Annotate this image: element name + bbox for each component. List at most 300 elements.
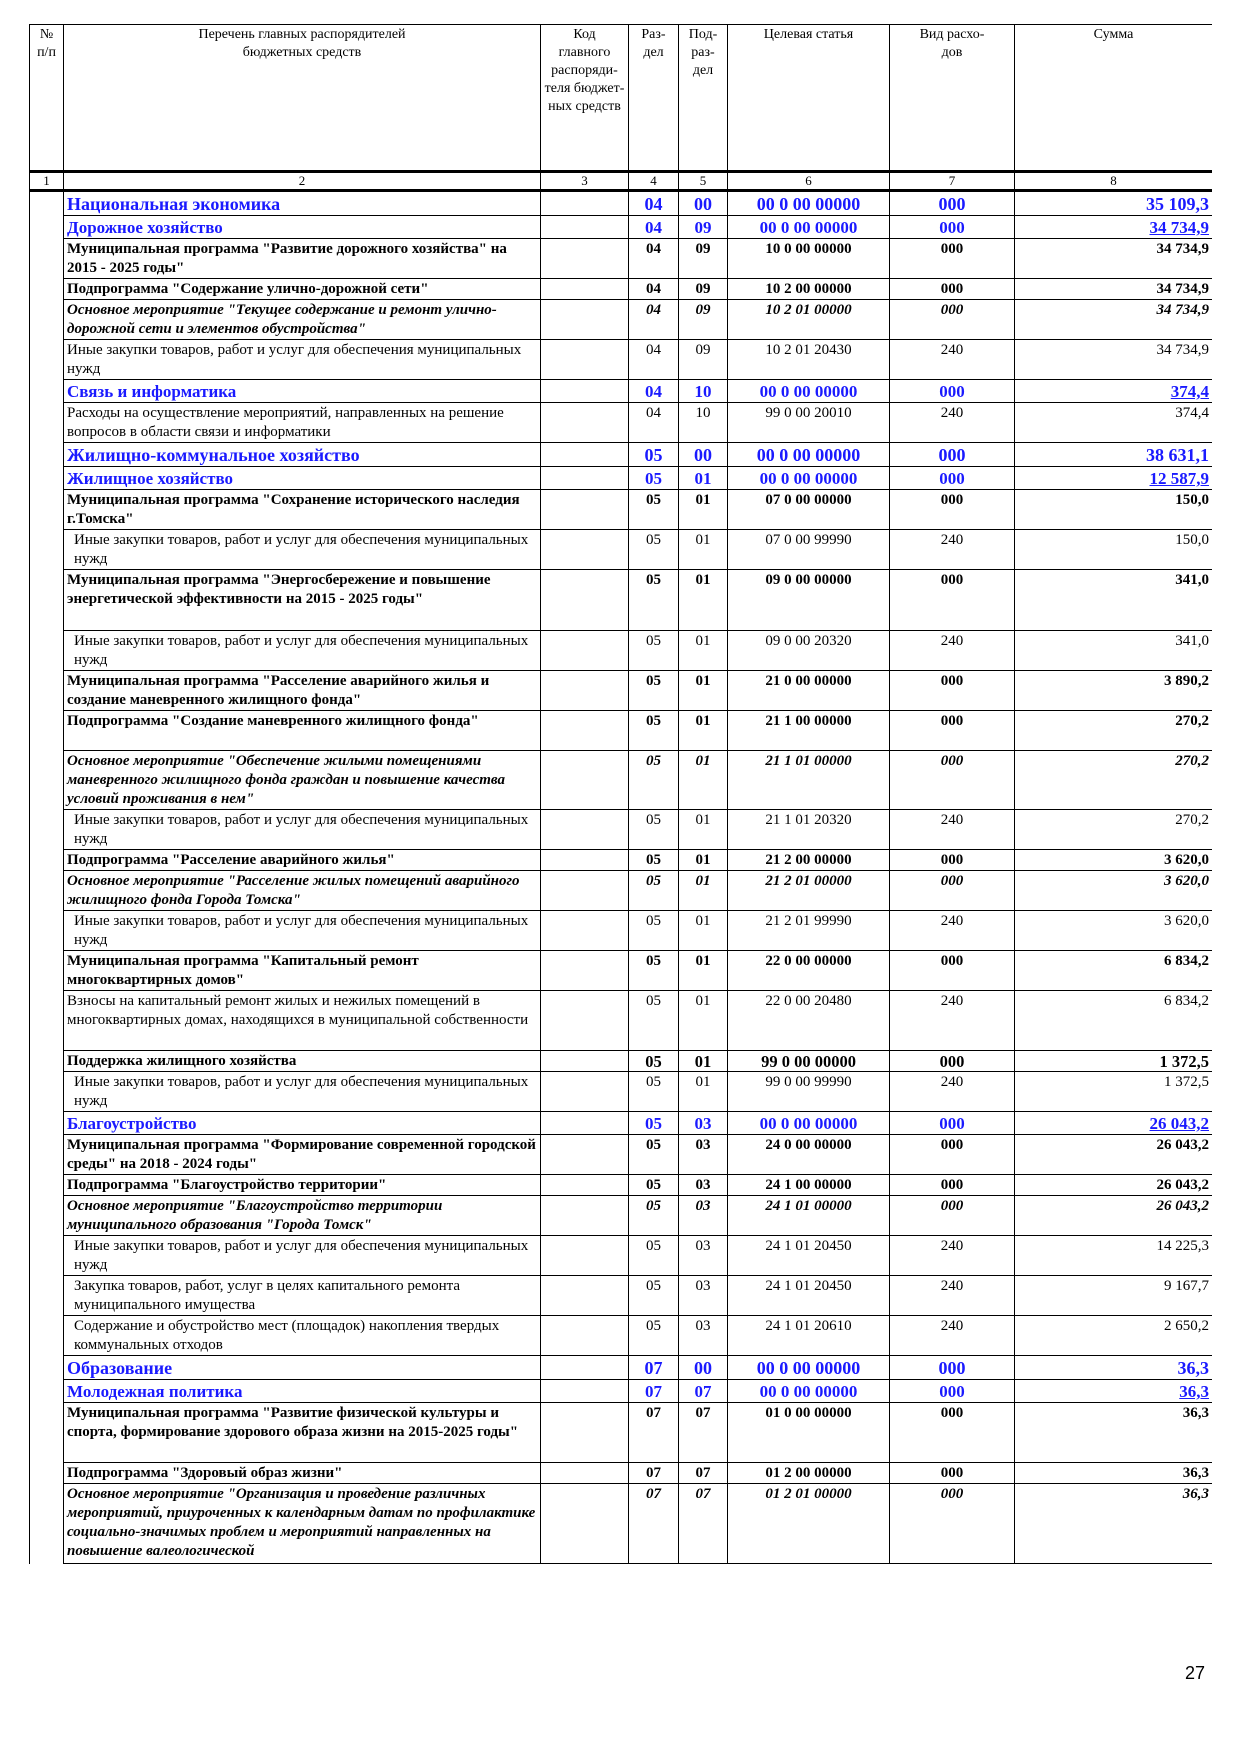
row-subsection: 07 — [679, 1380, 728, 1403]
row-section: 05 — [629, 467, 679, 490]
row-code — [541, 871, 629, 911]
row-sum: 14 225,3 — [1015, 1236, 1213, 1276]
row-name: Подпрограмма "Здоровый образ жизни" — [64, 1463, 541, 1484]
row-code — [541, 1356, 629, 1380]
row-sum: 34 734,9 — [1015, 279, 1213, 300]
row-sum: 374,4 — [1015, 403, 1213, 443]
row-type: 240 — [890, 1072, 1015, 1112]
row-target: 21 1 01 20320 — [728, 810, 890, 850]
table-row — [30, 380, 1213, 403]
row-target: 07 0 00 99990 — [728, 530, 890, 570]
row-name: Муниципальная программа "Формирование современной городской среды" на 2018 - 2024 годы" — [64, 1135, 541, 1175]
row-code — [541, 751, 629, 810]
row-sum: 341,0 — [1015, 570, 1213, 631]
row-subsection: 09 — [679, 216, 728, 239]
table-row — [30, 1403, 1213, 1463]
row-sum: 36,3 — [1015, 1463, 1213, 1484]
row-section: 05 — [629, 850, 679, 871]
row-sum: 36,3 — [1015, 1356, 1213, 1380]
budget-sheet — [29, 24, 1212, 1706]
row-subsection: 03 — [679, 1236, 728, 1276]
row-target: 24 1 01 00000 — [728, 1196, 890, 1236]
row-name: Поддержка жилищного хозяйства — [64, 1051, 541, 1072]
row-sum: 34 734,9 — [1015, 216, 1213, 239]
row-target: 00 0 00 00000 — [728, 380, 890, 403]
row-name: Иные закупки товаров, работ и услуг для обеспечения муниципальных нужд — [64, 530, 541, 570]
row-name: Молодежная политика — [64, 1380, 541, 1403]
row-target: 24 0 00 00000 — [728, 1135, 890, 1175]
header-expense-type: Вид расхо- дов — [890, 25, 1015, 172]
row-target: 01 2 01 00000 — [728, 1484, 890, 1564]
row-code — [541, 810, 629, 850]
row-code — [541, 340, 629, 380]
row-type: 240 — [890, 403, 1015, 443]
table-row — [30, 951, 1213, 991]
budget-table — [29, 24, 1212, 1564]
row-name: Взносы на капитальный ремонт жилых и нежилых помещений в многоквартирных домах, находящихся в муниципальной собственности — [64, 991, 541, 1051]
row-sum: 374,4 — [1015, 380, 1213, 403]
row-name: Иные закупки товаров, работ и услуг для обеспечения муниципальных нужд — [64, 340, 541, 380]
table-row — [30, 340, 1213, 380]
row-code — [541, 631, 629, 671]
table-row — [30, 300, 1213, 340]
table-row — [30, 279, 1213, 300]
row-section: 07 — [629, 1463, 679, 1484]
row-target: 09 0 00 20320 — [728, 631, 890, 671]
row-type: 240 — [890, 810, 1015, 850]
row-target: 07 0 00 00000 — [728, 490, 890, 530]
row-type: 000 — [890, 751, 1015, 810]
row-name: Иные закупки товаров, работ и услуг для обеспечения муниципальных нужд — [64, 810, 541, 850]
row-target: 10 2 00 00000 — [728, 279, 890, 300]
row-sum: 1 372,5 — [1015, 1051, 1213, 1072]
row-subsection: 03 — [679, 1276, 728, 1316]
row-code — [541, 403, 629, 443]
row-sum: 1 372,5 — [1015, 1072, 1213, 1112]
header-num: № п/п — [30, 25, 64, 172]
row-sum: 26 043,2 — [1015, 1175, 1213, 1196]
row-type: 240 — [890, 340, 1015, 380]
row-target: 99 0 00 00000 — [728, 1051, 890, 1072]
row-target: 01 0 00 00000 — [728, 1403, 890, 1463]
row-target: 24 1 01 20450 — [728, 1236, 890, 1276]
row-type: 000 — [890, 1051, 1015, 1072]
table-row — [30, 810, 1213, 850]
row-section: 05 — [629, 1051, 679, 1072]
row-section: 05 — [629, 443, 679, 467]
row-name: Дорожное хозяйство — [64, 216, 541, 239]
row-target: 09 0 00 00000 — [728, 570, 890, 631]
row-type: 000 — [890, 1135, 1015, 1175]
row-name: Расходы на осуществление мероприятий, направленных на решение вопросов в области связи и информатики — [64, 403, 541, 443]
row-subsection: 03 — [679, 1175, 728, 1196]
column-number: 7 — [890, 172, 1015, 191]
row-code — [541, 443, 629, 467]
row-subsection: 00 — [679, 443, 728, 467]
row-type: 000 — [890, 871, 1015, 911]
row-section: 07 — [629, 1356, 679, 1380]
row-sum: 38 631,1 — [1015, 443, 1213, 467]
row-name: Иные закупки товаров, работ и услуг для обеспечения муниципальных нужд — [64, 631, 541, 671]
row-code — [541, 300, 629, 340]
row-type: 000 — [890, 850, 1015, 871]
row-subsection: 10 — [679, 403, 728, 443]
row-code — [541, 1175, 629, 1196]
row-section: 05 — [629, 951, 679, 991]
row-sum: 9 167,7 — [1015, 1276, 1213, 1316]
row-type: 000 — [890, 490, 1015, 530]
row-subsection: 07 — [679, 1463, 728, 1484]
column-number: 6 — [728, 172, 890, 191]
row-code — [541, 239, 629, 279]
row-name: Иные закупки товаров, работ и услуг для обеспечения муниципальных нужд — [64, 1072, 541, 1112]
row-code — [541, 191, 629, 216]
row-section: 05 — [629, 1135, 679, 1175]
row-type: 000 — [890, 380, 1015, 403]
row-code — [541, 216, 629, 239]
table-row — [30, 1316, 1213, 1356]
row-sum: 36,3 — [1015, 1403, 1213, 1463]
row-section: 05 — [629, 570, 679, 631]
row-sum: 34 734,9 — [1015, 239, 1213, 279]
row-subsection: 09 — [679, 340, 728, 380]
row-target: 10 2 01 00000 — [728, 300, 890, 340]
table-row — [30, 1484, 1213, 1564]
table-row — [30, 443, 1213, 467]
row-type: 000 — [890, 1175, 1015, 1196]
row-subsection: 01 — [679, 751, 728, 810]
header-subsection: Под- раз- дел — [679, 25, 728, 172]
row-name: Иные закупки товаров, работ и услуг для обеспечения муниципальных нужд — [64, 1236, 541, 1276]
row-subsection: 01 — [679, 850, 728, 871]
row-type: 000 — [890, 279, 1015, 300]
table-row — [30, 671, 1213, 711]
column-number: 5 — [679, 172, 728, 191]
row-name: Подпрограмма "Расселение аварийного жилья" — [64, 850, 541, 871]
row-target: 21 2 01 99990 — [728, 911, 890, 951]
row-name: Основное мероприятие "Расселение жилых помещений аварийного жилищного фонда Города Томска" — [64, 871, 541, 911]
row-type: 240 — [890, 911, 1015, 951]
row-code — [541, 530, 629, 570]
row-type: 000 — [890, 1356, 1015, 1380]
row-target: 00 0 00 00000 — [728, 191, 890, 216]
row-section: 04 — [629, 216, 679, 239]
row-subsection: 09 — [679, 279, 728, 300]
table-row — [30, 1276, 1213, 1316]
table-row — [30, 991, 1213, 1051]
row-type: 000 — [890, 191, 1015, 216]
row-target: 24 1 01 20610 — [728, 1316, 890, 1356]
row-name: Основное мероприятие "Обеспечение жилыми помещениями маневренного жилищного фонда граждан и повышение качества условий проживания в нем" — [64, 751, 541, 810]
row-code — [541, 1403, 629, 1463]
row-sum: 3 890,2 — [1015, 671, 1213, 711]
row-subsection: 01 — [679, 991, 728, 1051]
row-sum: 3 620,0 — [1015, 911, 1213, 951]
header-name: Перечень главных распорядителей бюджетных средств — [64, 25, 541, 172]
row-subsection: 01 — [679, 671, 728, 711]
row-section: 05 — [629, 530, 679, 570]
row-sum: 26 043,2 — [1015, 1135, 1213, 1175]
column-number: 4 — [629, 172, 679, 191]
row-name: Закупка товаров, работ, услуг в целях капитального ремонта муниципального имущества — [64, 1276, 541, 1316]
row-code — [541, 279, 629, 300]
row-type: 240 — [890, 1276, 1015, 1316]
row-subsection: 01 — [679, 570, 728, 631]
row-name: Муниципальная программа "Сохранение исторического наследия г.Томска" — [64, 490, 541, 530]
row-subsection: 01 — [679, 1051, 728, 1072]
table-row — [30, 751, 1213, 810]
row-code — [541, 380, 629, 403]
table-row — [30, 1356, 1213, 1380]
row-type: 000 — [890, 711, 1015, 751]
row-section: 05 — [629, 711, 679, 751]
row-subsection: 07 — [679, 1484, 728, 1564]
row-name: Подпрограмма "Содержание улично-дорожной сети" — [64, 279, 541, 300]
table-row — [30, 1135, 1213, 1175]
row-subsection: 10 — [679, 380, 728, 403]
page-number: 27 — [1185, 1663, 1206, 1683]
row-target: 21 1 01 00000 — [728, 751, 890, 810]
table-row — [30, 191, 1213, 216]
row-sum: 6 834,2 — [1015, 951, 1213, 991]
table-row — [30, 1072, 1213, 1112]
row-section: 05 — [629, 810, 679, 850]
row-code — [541, 1463, 629, 1484]
row-subsection: 01 — [679, 871, 728, 911]
table-row — [30, 570, 1213, 631]
row-section: 05 — [629, 1316, 679, 1356]
row-type: 000 — [890, 1463, 1015, 1484]
row-code — [541, 1135, 629, 1175]
row-subsection: 01 — [679, 467, 728, 490]
table-row — [30, 850, 1213, 871]
table-row — [30, 239, 1213, 279]
table-row — [30, 1196, 1213, 1236]
table-row — [30, 403, 1213, 443]
row-subsection: 00 — [679, 191, 728, 216]
row-section: 05 — [629, 991, 679, 1051]
row-sum: 26 043,2 — [1015, 1196, 1213, 1236]
column-number-row — [30, 172, 1213, 191]
row-code — [541, 911, 629, 951]
row-name: Содержание и обустройство мест (площадок) накопления твердых коммунальных отходов — [64, 1316, 541, 1356]
row-subsection: 01 — [679, 631, 728, 671]
row-sum: 3 620,0 — [1015, 871, 1213, 911]
column-number: 8 — [1015, 172, 1213, 191]
row-type: 240 — [890, 1316, 1015, 1356]
row-section: 05 — [629, 1175, 679, 1196]
column-number: 1 — [30, 172, 64, 191]
row-type: 000 — [890, 951, 1015, 991]
row-code — [541, 1196, 629, 1236]
column-number: 2 — [64, 172, 541, 191]
row-subsection: 03 — [679, 1316, 728, 1356]
row-name: Благоустройство — [64, 1112, 541, 1135]
row-subsection: 01 — [679, 1072, 728, 1112]
table-row — [30, 911, 1213, 951]
row-code — [541, 490, 629, 530]
row-sum: 270,2 — [1015, 751, 1213, 810]
row-section: 04 — [629, 239, 679, 279]
row-name: Муниципальная программа "Развитие физической культуры и спорта, формирование здорового образа жизни на 2015-2025 годы" — [64, 1403, 541, 1463]
header-sum: Сумма — [1015, 25, 1213, 172]
row-section: 05 — [629, 1236, 679, 1276]
row-section: 07 — [629, 1403, 679, 1463]
row-code — [541, 1072, 629, 1112]
table-row — [30, 631, 1213, 671]
row-code — [541, 671, 629, 711]
row-target: 00 0 00 00000 — [728, 1112, 890, 1135]
row-type: 000 — [890, 671, 1015, 711]
row-sum: 36,3 — [1015, 1484, 1213, 1564]
table-row — [30, 216, 1213, 239]
row-type: 000 — [890, 216, 1015, 239]
row-subsection: 07 — [679, 1403, 728, 1463]
row-target: 00 0 00 00000 — [728, 216, 890, 239]
row-subsection: 01 — [679, 951, 728, 991]
row-type: 240 — [890, 530, 1015, 570]
row-code — [541, 1112, 629, 1135]
table-row — [30, 711, 1213, 751]
row-type: 240 — [890, 631, 1015, 671]
row-name: Подпрограмма "Благоустройство территории" — [64, 1175, 541, 1196]
row-section: 05 — [629, 751, 679, 810]
row-target: 10 2 01 20430 — [728, 340, 890, 380]
row-code — [541, 467, 629, 490]
table-row — [30, 1175, 1213, 1196]
row-type: 240 — [890, 1236, 1015, 1276]
row-sum: 2 650,2 — [1015, 1316, 1213, 1356]
row-name: Связь и информатика — [64, 380, 541, 403]
row-target: 22 0 00 00000 — [728, 951, 890, 991]
row-code — [541, 1380, 629, 1403]
row-name: Иные закупки товаров, работ и услуг для обеспечения муниципальных нужд — [64, 911, 541, 951]
row-name: Муниципальная программа "Развитие дорожного хозяйства" на 2015 - 2025 годы" — [64, 239, 541, 279]
row-target: 99 0 00 20010 — [728, 403, 890, 443]
row-sum: 34 734,9 — [1015, 340, 1213, 380]
row-target: 21 0 00 00000 — [728, 671, 890, 711]
row-target: 21 2 01 00000 — [728, 871, 890, 911]
row-section: 05 — [629, 1072, 679, 1112]
row-code — [541, 1236, 629, 1276]
row-type: 000 — [890, 1380, 1015, 1403]
row-target: 00 0 00 00000 — [728, 467, 890, 490]
table-row — [30, 467, 1213, 490]
row-sum: 36,3 — [1015, 1380, 1213, 1403]
row-type: 000 — [890, 1403, 1015, 1463]
row-name: Основное мероприятие "Организация и проведение различных мероприятий, приуроченных к календарным датам по профилактике социально-значимых проблем и мероприятий направленных на повышение валеологической — [64, 1484, 541, 1564]
row-target: 00 0 00 00000 — [728, 1356, 890, 1380]
row-subsection: 01 — [679, 530, 728, 570]
row-name: Муниципальная программа "Расселение аварийного жилья и создание маневренного жилищного фонда" — [64, 671, 541, 711]
row-sum: 12 587,9 — [1015, 467, 1213, 490]
row-code — [541, 850, 629, 871]
row-code — [541, 711, 629, 751]
row-section: 05 — [629, 1276, 679, 1316]
row-type: 000 — [890, 239, 1015, 279]
table-row — [30, 1112, 1213, 1135]
row-code — [541, 951, 629, 991]
row-target: 99 0 00 99990 — [728, 1072, 890, 1112]
row-subsection: 00 — [679, 1356, 728, 1380]
header-row — [30, 25, 1213, 172]
row-section: 04 — [629, 279, 679, 300]
column-number: 3 — [541, 172, 629, 191]
row-sum: 34 734,9 — [1015, 300, 1213, 340]
row-section: 04 — [629, 191, 679, 216]
row-type: 000 — [890, 443, 1015, 467]
row-target: 22 0 00 20480 — [728, 991, 890, 1051]
row-type: 000 — [890, 1484, 1015, 1564]
row-section: 07 — [629, 1380, 679, 1403]
row-subsection: 01 — [679, 810, 728, 850]
row-section: 04 — [629, 300, 679, 340]
row-code — [541, 1316, 629, 1356]
row-sum: 341,0 — [1015, 631, 1213, 671]
row-code — [541, 991, 629, 1051]
row-code — [541, 1276, 629, 1316]
table-row — [30, 1380, 1213, 1403]
row-name: Основное мероприятие "Текущее содержание и ремонт улично-дорожной сети и элементов обустройства" — [64, 300, 541, 340]
row-section: 05 — [629, 671, 679, 711]
row-section: 05 — [629, 871, 679, 911]
row-target: 21 2 00 00000 — [728, 850, 890, 871]
row-subsection: 09 — [679, 300, 728, 340]
row-subsection: 03 — [679, 1112, 728, 1135]
row-name: Образование — [64, 1356, 541, 1380]
row-sum: 26 043,2 — [1015, 1112, 1213, 1135]
row-code — [541, 1051, 629, 1072]
header-code: Код главного распоряди- теля бюджет- ных средств — [541, 25, 629, 172]
row-type: 000 — [890, 467, 1015, 490]
row-name: Национальная экономика — [64, 191, 541, 216]
row-sum: 150,0 — [1015, 530, 1213, 570]
table-row — [30, 871, 1213, 911]
row-sum: 150,0 — [1015, 490, 1213, 530]
row-type: 240 — [890, 991, 1015, 1051]
row-subsection: 01 — [679, 911, 728, 951]
row-section: 05 — [629, 1196, 679, 1236]
row-subsection: 03 — [679, 1196, 728, 1236]
table-row — [30, 1236, 1213, 1276]
row-type: 000 — [890, 570, 1015, 631]
row-target: 00 0 00 00000 — [728, 1380, 890, 1403]
row-section: 04 — [629, 380, 679, 403]
row-code — [541, 570, 629, 631]
row-target: 24 1 00 00000 — [728, 1175, 890, 1196]
row-subsection: 03 — [679, 1135, 728, 1175]
row-number-cell — [30, 191, 64, 1564]
row-name: Жилищно-коммунальное хозяйство — [64, 443, 541, 467]
row-subsection: 01 — [679, 711, 728, 751]
row-sum: 270,2 — [1015, 810, 1213, 850]
header-target: Целевая статья — [728, 25, 890, 172]
row-code — [541, 1484, 629, 1564]
table-row — [30, 530, 1213, 570]
row-name: Муниципальная программа "Энергосбережение и повышение энергетической эффективности на 2015 - 2025 годы" — [64, 570, 541, 631]
row-sum: 35 109,3 — [1015, 191, 1213, 216]
row-section: 05 — [629, 1112, 679, 1135]
row-name: Муниципальная программа "Капитальный ремонт многоквартирных домов" — [64, 951, 541, 991]
header-section: Раз- дел — [629, 25, 679, 172]
row-name: Жилищное хозяйство — [64, 467, 541, 490]
table-row — [30, 1463, 1213, 1484]
row-target: 10 0 00 00000 — [728, 239, 890, 279]
table-row — [30, 1051, 1213, 1072]
row-subsection: 01 — [679, 490, 728, 530]
row-sum: 3 620,0 — [1015, 850, 1213, 871]
row-name: Основное мероприятие "Благоустройство территории муниципального образования "Города Томск" — [64, 1196, 541, 1236]
